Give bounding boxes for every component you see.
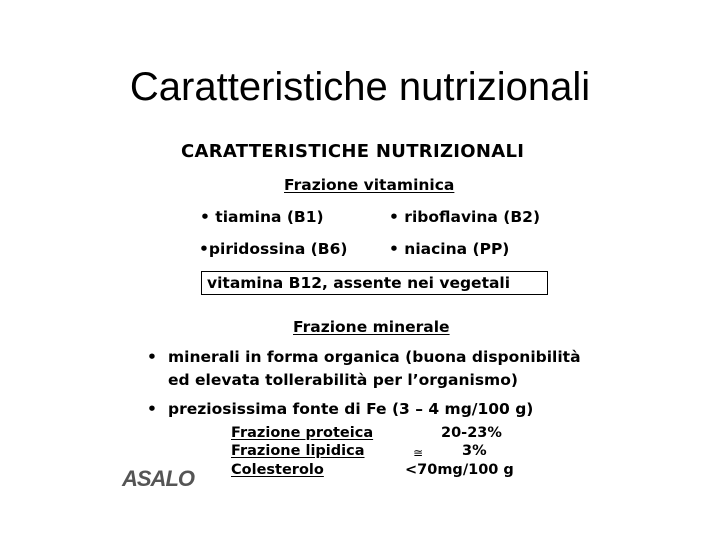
composition-value-lipid: 3% (462, 443, 487, 459)
vitamin-item-tiamina: • tiamina (B1) (200, 208, 324, 226)
approx-symbol: ≅ (413, 446, 424, 460)
composition-label-protein: Frazione proteica (231, 425, 374, 441)
vitamin-item-niacina: • niacina (PP) (389, 240, 510, 258)
vitamin-item-piridossina: •piridossina (B6) (199, 240, 348, 258)
section-heading: CARATTERISTICHE NUTRIZIONALI (181, 141, 525, 162)
bullet: • (147, 348, 157, 366)
mineral-item-line: preziosissima fonte di Fe (3 – 4 mg/100 g) (168, 400, 534, 418)
mineral-item-line: minerali in forma organica (buona disponibilità (168, 348, 581, 366)
bullet: • (147, 400, 157, 418)
composition-label-lipid: Frazione lipidica (231, 443, 365, 459)
mineral-item-organic (147, 346, 627, 392)
mineral-heading: Frazione minerale (293, 318, 450, 336)
mineral-item-iron (147, 398, 627, 421)
slide-title: Caratteristiche nutrizionali (129, 64, 591, 109)
publisher-logo: ASALO (122, 466, 194, 491)
mineral-item-line: ed elevata tollerabilità per l’organismo) (168, 371, 518, 389)
b12-note-box: vitamina B12, assente nei vegetali (201, 271, 548, 295)
composition-label-cholesterol: Colesterolo (231, 462, 324, 478)
vitamin-heading: Frazione vitaminica (284, 176, 455, 194)
vitamin-item-riboflavina: • riboflavina (B2) (389, 208, 541, 226)
composition-value-protein: 20-23% (441, 425, 502, 441)
composition-value-cholesterol: <70mg/100 g (405, 462, 514, 478)
